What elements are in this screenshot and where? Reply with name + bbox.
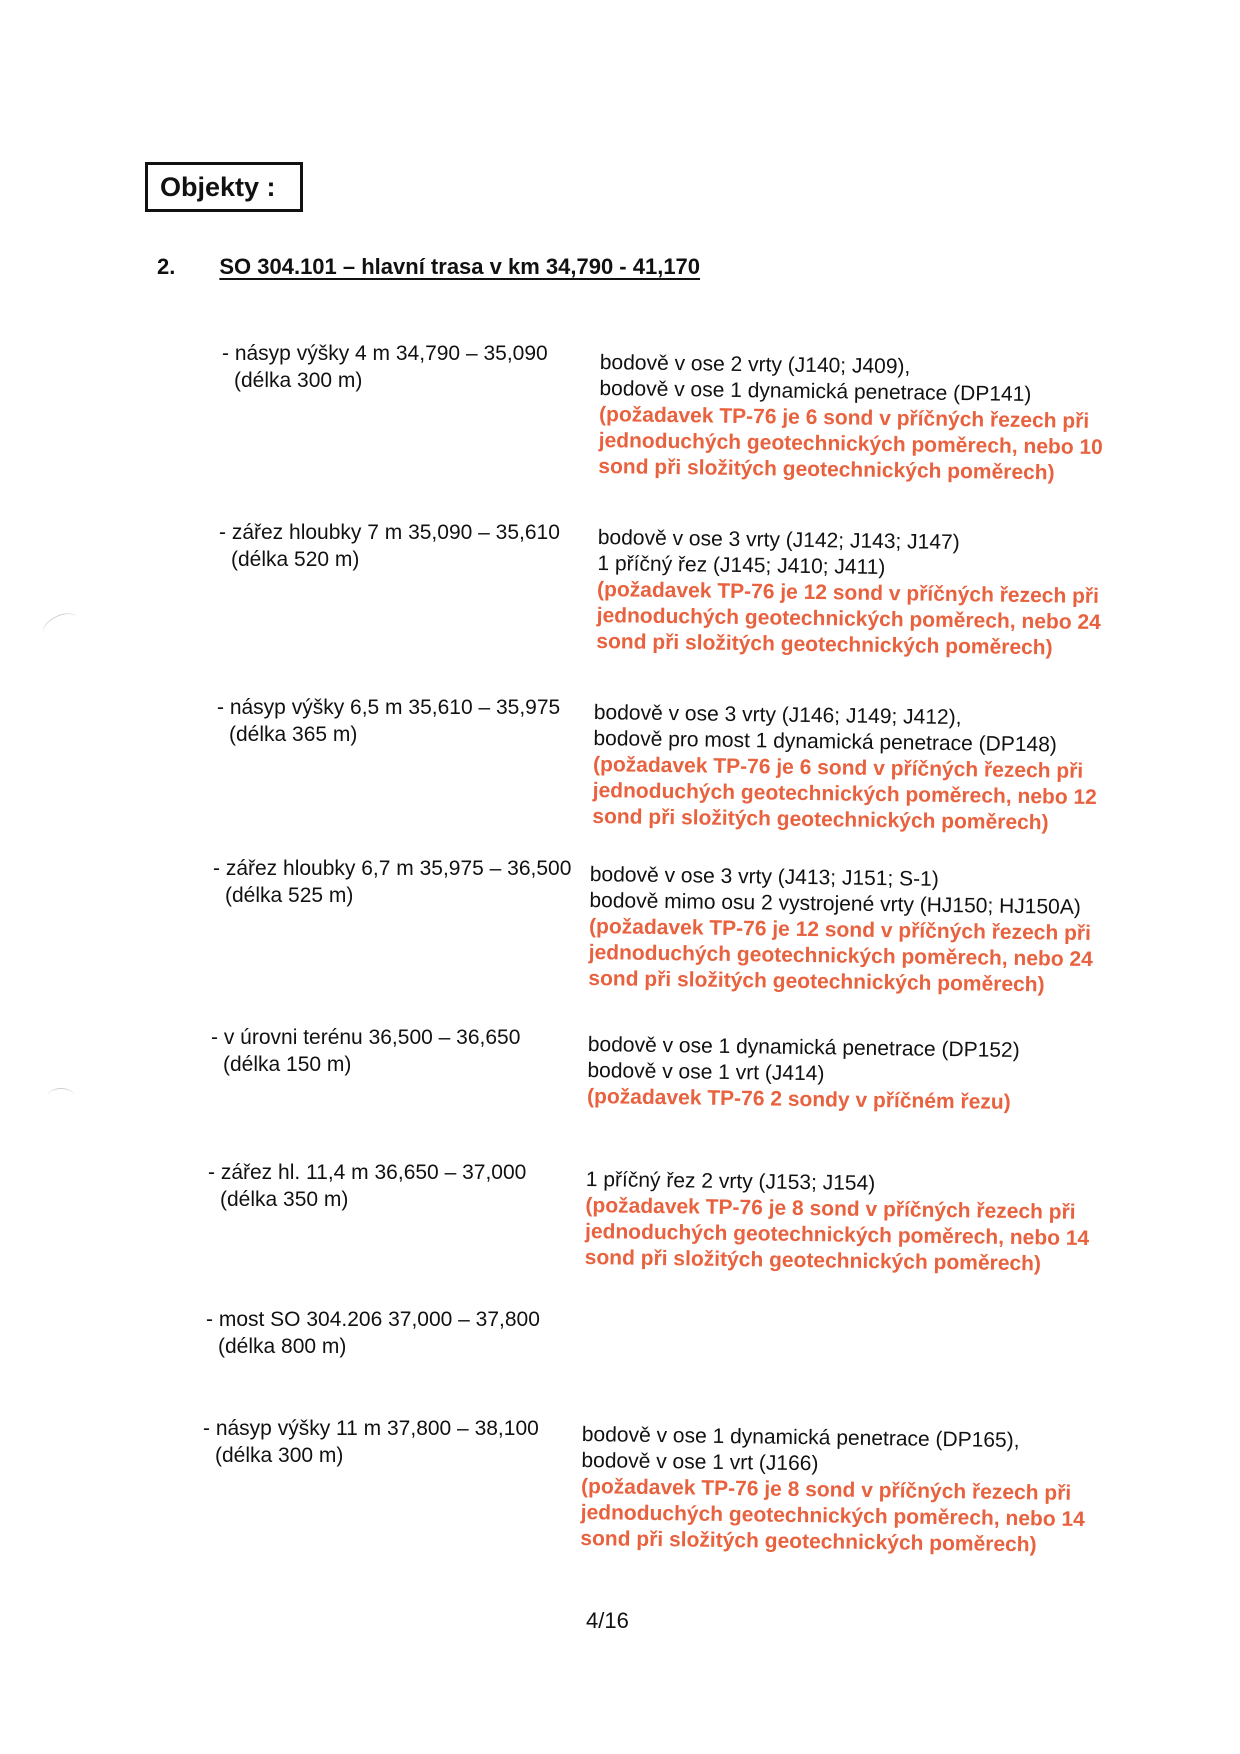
requirement-line: (požadavek TP-76 je 8 sond v příčných řezech při <box>580 1474 1072 1505</box>
survey-line: bodově v ose 1 dynamická penetrace (DP141) <box>599 376 1032 407</box>
requirement-line: (požadavek TP-76 je 6 sond v příčných řezech při <box>592 752 1084 783</box>
objekty-heading: Objekty : <box>145 162 303 212</box>
requirement-line: sond při složitých geotechnických poměrech) <box>580 1526 1037 1557</box>
item-survey <box>592 700 1098 837</box>
section-number: 2. <box>157 254 176 279</box>
survey-line: bodově mimo osu 2 vystrojené vrty (HJ150; HJ150A) <box>589 888 1081 919</box>
item-survey <box>596 525 1102 662</box>
scan-mark <box>48 1088 74 1103</box>
requirement-line: jednoduchých geotechnických poměrech, nebo 14 <box>584 1219 1090 1251</box>
item-location-line: - most SO 304.206 37,000 – 37,800 <box>206 1308 540 1331</box>
item-length-line: (délka 300 m) <box>215 1444 344 1467</box>
requirement-line: (požadavek TP-76 je 8 sond v příčných řezech při <box>585 1193 1076 1224</box>
page-number: 4/16 <box>586 1608 629 1633</box>
survey-line: bodově v ose 1 vrt (J166) <box>581 1448 819 1476</box>
item-location <box>203 1415 539 1469</box>
item-length-line: (délka 150 m) <box>223 1053 352 1076</box>
requirement-line: jednoduchých geotechnických poměrech, nebo 24 <box>588 940 1093 972</box>
item-survey <box>585 1167 1091 1278</box>
item-location-line: - zářez hl. 11,4 m 36,650 – 37,000 <box>208 1161 527 1184</box>
survey-line: bodově v ose 3 vrty (J413; J151; S-1) <box>589 862 939 891</box>
item-length-line: (délka 520 m) <box>231 548 360 571</box>
item-location-line: - zářez hloubky 6,7 m 35,975 – 36,500 <box>213 857 572 880</box>
requirement-line: sond při složitých geotechnických poměrech) <box>598 454 1055 485</box>
requirement-line: jednoduchých geotechnických poměrech, nebo 12 <box>592 778 1097 810</box>
scan-mark <box>39 608 83 645</box>
item-location <box>222 340 548 394</box>
survey-line: bodově v ose 3 vrty (J146; J149; J412), <box>593 700 962 730</box>
item-location-line: - násyp výšky 4 m 34,790 – 35,090 <box>222 342 548 365</box>
section-header <box>157 254 700 280</box>
item-location <box>219 519 560 573</box>
item-length-line: (délka 525 m) <box>225 884 354 907</box>
survey-line: bodově v ose 1 vrt (J414) <box>587 1058 825 1086</box>
requirement-line: (požadavek TP-76 je 12 sond v příčných řezech při <box>588 914 1092 945</box>
item-survey <box>587 1032 1020 1116</box>
item-location <box>211 1024 520 1078</box>
requirement-line: sond při složitých geotechnických poměrech) <box>588 966 1045 997</box>
survey-line: bodově v ose 3 vrty (J142; J143; J147) <box>597 525 960 555</box>
item-survey <box>580 1422 1086 1559</box>
item-location <box>217 694 560 748</box>
requirement-line: jednoduchých geotechnických poměrech, nebo 14 <box>580 1500 1085 1532</box>
requirement-line: (požadavek TP-76 je 12 sond v příčných řezech při <box>596 577 1100 608</box>
survey-line: bodově v ose 1 dynamická penetrace (DP165), <box>581 1422 1020 1453</box>
item-length-line: (délka 800 m) <box>218 1335 347 1358</box>
item-length-line: (délka 365 m) <box>229 723 358 746</box>
requirement-line: jednoduchých geotechnických poměrech, nebo 10 <box>598 428 1103 460</box>
item-location-line: - násyp výšky 11 m 37,800 – 38,100 <box>203 1417 539 1440</box>
item-location-line: - zářez hloubky 7 m 35,090 – 35,610 <box>219 521 560 544</box>
requirement-line: (požadavek TP-76 2 sondy v příčném řezu) <box>586 1084 1011 1114</box>
survey-line: 1 příčný řez 2 vrty (J153; J154) <box>585 1167 876 1196</box>
item-length-line: (délka 300 m) <box>234 369 363 392</box>
survey-line: 1 příčný řez (J145; J410; J411) <box>597 551 886 580</box>
section-title: SO 304.101 – hlavní trasa v km 34,790 - 41,170 <box>219 254 701 279</box>
requirement-line: sond při složitých geotechnických poměrech) <box>584 1245 1042 1276</box>
item-survey <box>598 350 1104 487</box>
item-length-line: (délka 350 m) <box>220 1188 349 1211</box>
item-location <box>206 1306 540 1360</box>
requirement-line: sond při složitých geotechnických poměrech) <box>592 804 1049 835</box>
requirement-line: sond při složitých geotechnických poměrech) <box>596 629 1053 660</box>
requirement-line: (požadavek TP-76 je 6 sond v příčných řezech při <box>598 402 1090 433</box>
survey-line: bodově pro most 1 dynamická penetrace (DP148) <box>593 726 1057 757</box>
item-location-line: - v úrovni terénu 36,500 – 36,650 <box>211 1026 521 1049</box>
item-location <box>208 1159 526 1213</box>
survey-line: bodově v ose 2 vrty (J140; J409), <box>599 350 911 379</box>
item-location-line: - násyp výšky 6,5 m 35,610 – 35,975 <box>217 696 561 719</box>
item-survey <box>588 862 1094 999</box>
survey-line: bodově v ose 1 dynamická penetrace (DP152) <box>587 1032 1020 1063</box>
item-location <box>213 855 571 909</box>
requirement-line: jednoduchých geotechnických poměrech, nebo 24 <box>596 603 1101 635</box>
